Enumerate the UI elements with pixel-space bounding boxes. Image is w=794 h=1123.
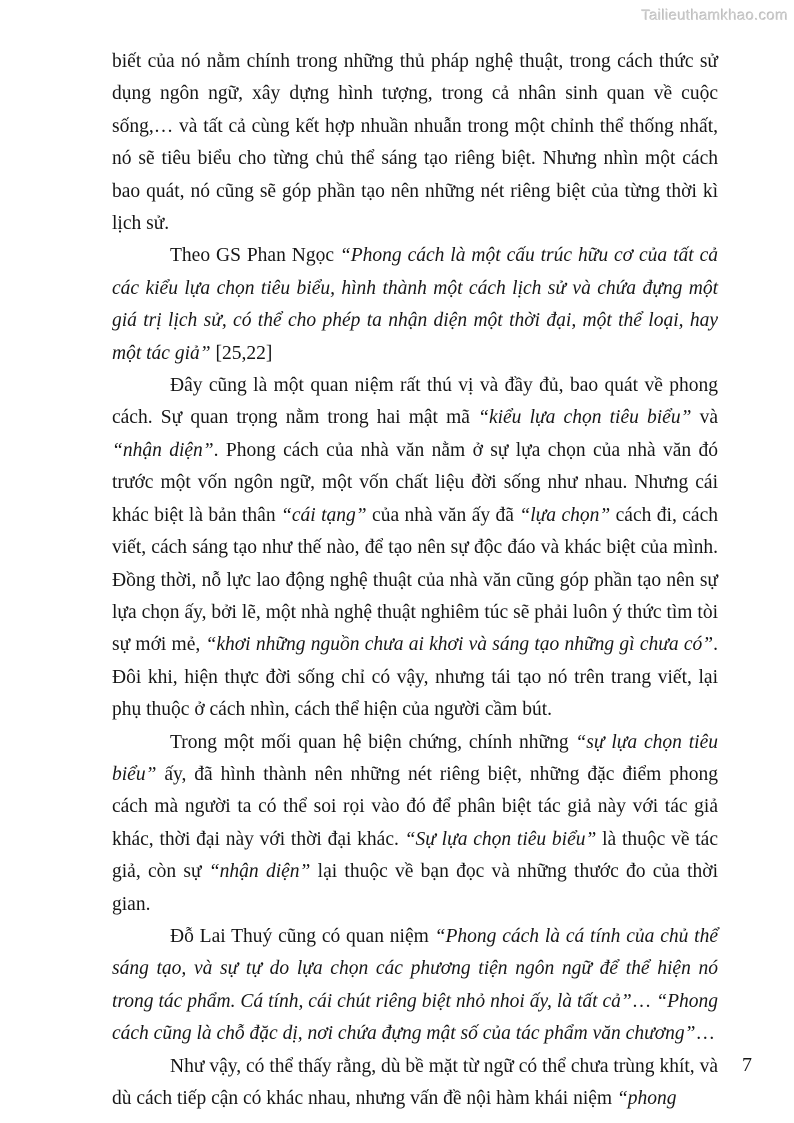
text-run: là thuộc về tác giả, còn sự	[112, 828, 718, 883]
text-run: Đây cũng là một quan niệm rất thú vị và đầy đủ, bao quát về phong cách. Sự quan trọng nằm trong hai mật mã	[112, 375, 718, 429]
text-run: “lựa chọn”	[519, 504, 611, 526]
text-run: “cái tạng”	[281, 504, 367, 526]
text-run: Theo GS Phan Ngọc	[170, 245, 340, 267]
text-run: cách đi, cách viết, cách sáng tạo như thế nào, để tạo nên sự độc đáo và khác biệt của mình. Đồng thời, nỗ lực lao động nghệ thuật của nhà văn cũng góp phần tạo nên sự lựa chọn ấy, bởi lẽ, một nhà nghệ thuật nghiêm túc sẽ phải luôn ý thức tìm tòi sự mới mẻ,	[112, 504, 718, 656]
text-run: “nhận diện”	[112, 439, 214, 461]
text-run: và	[691, 407, 718, 429]
text-run: . Phong cách của nhà văn nằm ở sự lựa chọn của nhà văn đó trước một vốn ngôn ngữ, một vốn chất liệu đời sống như nhau. Nhưng cái khác biệt là bản thân	[112, 439, 719, 526]
text-run: [25,22]	[210, 342, 273, 364]
text-run: ấy, đã hình thành nên những nét riêng biệt, những đặc điểm phong cách mà người ta có thể soi rọi vào đó để phân biệt tác giả này với tác giả khác, thời đại này với thời đại khác.	[112, 763, 718, 850]
document-body	[112, 46, 718, 1115]
paragraph	[112, 370, 718, 726]
watermark: Tailieuthamkhao.com	[641, 7, 788, 24]
text-run: “Phong cách là một cấu trúc hữu cơ của tất cả các kiểu lựa chọn tiêu biểu, hình thành một cách lịch sử và chứa đựng một giá trị lịch sử, có thể cho phép ta nhận diện một thời đại, một thể loại, hay một tác giả”	[112, 245, 718, 364]
paragraph	[112, 921, 718, 1051]
text-run: Đỗ Lai Thuý cũng có quan niệm	[170, 925, 435, 947]
text-run: lại thuộc về bạn đọc và những thước đo của thời gian.	[112, 861, 719, 915]
text-run: của nhà văn ấy đã	[366, 504, 520, 526]
page-number: 7	[742, 1054, 752, 1076]
text-run: . Đôi khi, hiện thực đời sống chỉ có vậy, nhưng tái tạo nó trên trang viết, lại phụ thuộc ở cách nhìn, cách thể hiện của người cầm bút.	[112, 634, 718, 721]
paragraph	[112, 727, 718, 921]
text-run: “Phong cách là cá tính của chủ thể sáng tạo, và sự tự do lựa chọn các phương tiện ngôn ngữ để thể hiện nó trong tác phẩm. Cá tính, cái chút riêng biệt nhỏ nhoi ấy, là tất cả”	[112, 925, 718, 1012]
text-run: biết của nó nằm chính trong những thủ pháp nghệ thuật, trong cách thức sử dụng ngôn ngữ, xây dựng hình tượng, trong cả nhân sinh quan về cuộc sống,… và tất cả cùng kết hợp nhuần nhuẫn trong một chỉnh thể thống nhất, nó sẽ tiêu biểu cho từng chủ thể sáng tạo riêng biệt. Nhưng nhìn một cách bao quát, nó cũng sẽ góp phần tạo nên những nét riêng biệt của từng thời kì lịch sử.	[112, 51, 718, 235]
paragraph	[112, 46, 718, 240]
text-run: …	[695, 1023, 715, 1045]
text-run: “kiểu lựa chọn tiêu biểu”	[478, 407, 692, 429]
text-run: “phong	[616, 1088, 677, 1109]
text-run: Như vậy, có thể thấy rằng, dù bề mặt từ ngữ có thể chưa trùng khít, và dù cách tiếp cận có khác nhau, nhưng vấn đề nội hàm khái niệm	[112, 1055, 718, 1109]
text-run: “Phong cách cũng là chỗ đặc dị, nơi chứa đựng mật số của tác phẩm văn chương”	[112, 990, 718, 1045]
paragraph	[112, 240, 718, 370]
text-run: …	[631, 990, 657, 1012]
paragraph	[112, 1051, 718, 1116]
text-run: “nhận diện”	[208, 861, 311, 883]
text-run: “Sự lựa chọn tiêu biểu”	[404, 828, 597, 850]
text-run: “khơi những nguồn chưa ai khơi và sáng tạo những gì chưa có”	[205, 634, 714, 656]
text-run: Trong một mối quan hệ biện chứng, chính những	[170, 731, 576, 753]
text-run: “sự lựa chọn tiêu biểu”	[112, 731, 718, 785]
